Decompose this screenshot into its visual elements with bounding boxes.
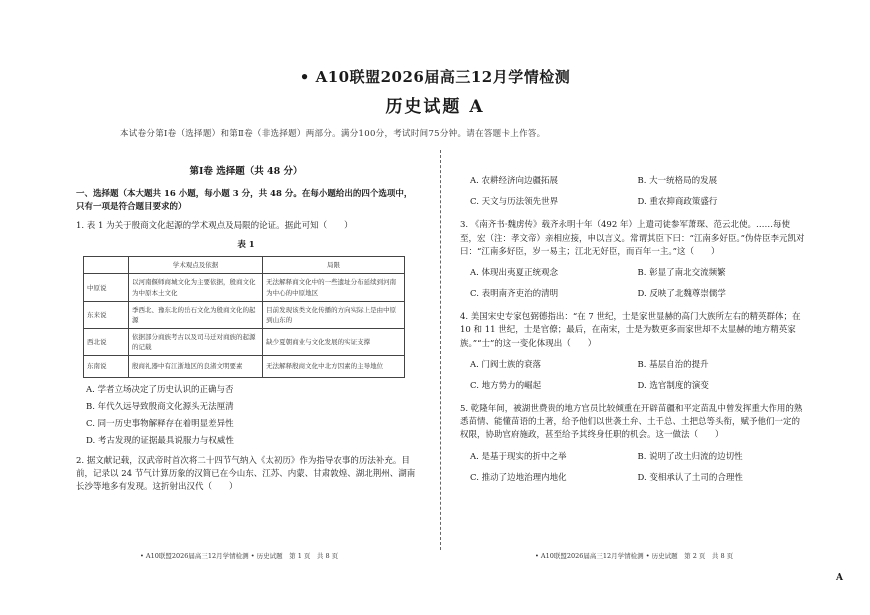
section-title: 第Ⅰ卷 选择题（共 48 分） [189,166,303,177]
table-1 [83,256,405,377]
table-header-row [84,257,405,274]
question-4-stem: 4. 美国宋史专家包弼德指出：“在 7 世纪，士是家世显赫的高门大族所左右的精英群体；在 10 和 11 世纪，士是官僚；最后，在南宋，士是为数更多而家世却不太显赫的地方精英家族。”“士”的这一变化体现出（ ） [460,312,801,349]
table-cell: 以河南偃师商城文化为主要依据，殷商文化为中原本土文化 [129,274,263,301]
column-divider [440,150,441,550]
q4-option-b: B. 基层自治的提升 [637,359,709,370]
table-row [84,328,405,355]
q4-options-row [460,359,805,372]
q1-option-a: A. 学者立场决定了历史认识的正确与否 [86,384,234,395]
q1-option-d: D. 考古发现的证据最具说服力与权威性 [86,436,234,447]
q2-option-a: A. 农耕经济向边疆拓展 [470,176,559,186]
table-header: 局限 [263,257,405,274]
q3-options-row [460,288,805,301]
footer-page-1: • A10联盟2026届高三12月学情检测 • 历史试题 第 1 页 共 8 页 [140,552,339,560]
table-cell: 东来说 [84,301,129,328]
table-corner [84,257,129,274]
q4-option-a: A. 门阀士族的衰落 [470,359,542,370]
q2-options-row [460,175,805,188]
q5-option-d: D. 变相承认了土司的合理性 [637,472,743,483]
exam-subtitle: 历史试题 A [385,97,485,117]
question-3-stem: 3. 《南齐书·魏虏传》载齐永明十年（492 年）上遣司徒参军萧琛、范云北使。……每使至，宏（注：孝文帝）亲相应接，申以言义。常谓其臣下曰：“江南多好臣。”伪侍臣李元凯对曰：“江南多好臣，岁一易主；江北无好臣，而百年一主。”这（ ） [460,220,805,257]
table-caption: 表 1 [237,240,255,251]
q5-option-b: B. 说明了改土归流的边切性 [637,451,743,462]
q2-options-row [460,196,805,209]
q5-option-a: A. 是基于现实的折中之举 [470,451,567,462]
q5-options-row [460,472,805,485]
q4-options-row [460,380,805,393]
table-cell: 缺少夏朝商业与文化发展的实证支撑 [263,328,405,355]
table-cell: 西北说 [84,328,129,355]
question-1-stem: 1. 表 1 为关于殷商文化起源的学术观点及局限的论证。据此可知（ ） [76,221,353,232]
question-2-stem: 2. 据文献记载，汉武帝时首次将二十四节气纳入《太初历》作为指导农事的历法补充。目前，记录以 24 节气计算历象的汉简已在今山东、江苏、内蒙、甘肃敦煌、湖北荆州、湖南长沙等地多有发现。这折射出汉代（ ） [76,455,416,492]
table-cell: 无法解释殷商文化中北方因素的主导地位 [263,355,405,377]
q2-option-d: D. 重农抑商政策盛行 [637,197,718,208]
q3-option-c: C. 表明南齐吏治的清明 [470,289,559,300]
table-cell: 无法解释商文化中的一些遗址分布延续到河南为中心的中原地区 [263,274,405,301]
table-cell: 中原说 [84,274,129,301]
q3-option-d: D. 反映了北魏尊崇儒学 [637,289,726,300]
q2-option-c: C. 天文与历法领先世界 [470,197,559,208]
q1-option-b: B. 年代久远导致殷商文化源头无法厘清 [86,402,234,413]
table-cell: 依据部分商族考古以及司马迁对商族的起源的记载 [129,328,263,355]
q1-option-c: C. 同一历史事物解释存在着明显差异性 [86,419,234,430]
q5-option-c: C. 推动了边地治理内地化 [470,472,567,483]
table-cell: 季西北、豫东北的岳石文化为殷商文化的起源 [129,301,263,328]
table-cell: 殷商礼器中有江浙地区的良渚文明要素 [129,355,263,377]
q3-option-a: A. 体现出夷夏正统观念 [470,267,559,278]
left-column [76,165,416,494]
q4-option-d: D. 选官制度的演变 [637,380,709,391]
footer-page-2: • A10联盟2026届高三12月学情检测 • 历史试题 第 2 页 共 8 页 [535,552,734,560]
q5-options-row [460,451,805,464]
q3-option-b: B. 彰显了南北交流频繁 [637,267,726,278]
q4-option-c: C. 地方势力的崛起 [470,380,542,391]
exam-note: 本试卷分第Ⅰ卷（选择题）和第Ⅱ卷（非选择题）两部分。满分100分，考试时间75分钟。请在答题卡上作答。 [120,129,546,139]
table-cell: 目前发现该类文化传播的方向实际上是由中原到山东的 [263,301,405,328]
q2-option-b: B. 大一统格局的发展 [637,176,718,186]
table-cell: 东南说 [84,355,129,377]
instruction: 一、选择题（本大题共 16 小题，每小题 3 分，共 48 分。在每小题给出的四个选项中，只有一项是符合题目要求的） [76,188,413,212]
table-row [84,355,405,377]
exam-title: • A10联盟2026届高三12月学情检测 [299,68,571,86]
right-column [460,175,805,485]
q3-options-row [460,267,805,280]
question-5-stem: 5. 乾隆年间，被湖世费贵的地方官员比较倾重在开辟苗疆和平定苗乱中曾发挥重大作用的熟悉苗情、能懂苗语的土著，给予他们以世袭土弁、土千总、土把总等头衔，赋予他们一定的权限，协助官府施政，甚至给予其终身任职的机会。这一做法（ ） [460,404,803,441]
table-row [84,301,405,328]
table-header: 学术观点及依据 [129,257,263,274]
table-row [84,274,405,301]
corner-mark: A [836,573,843,583]
